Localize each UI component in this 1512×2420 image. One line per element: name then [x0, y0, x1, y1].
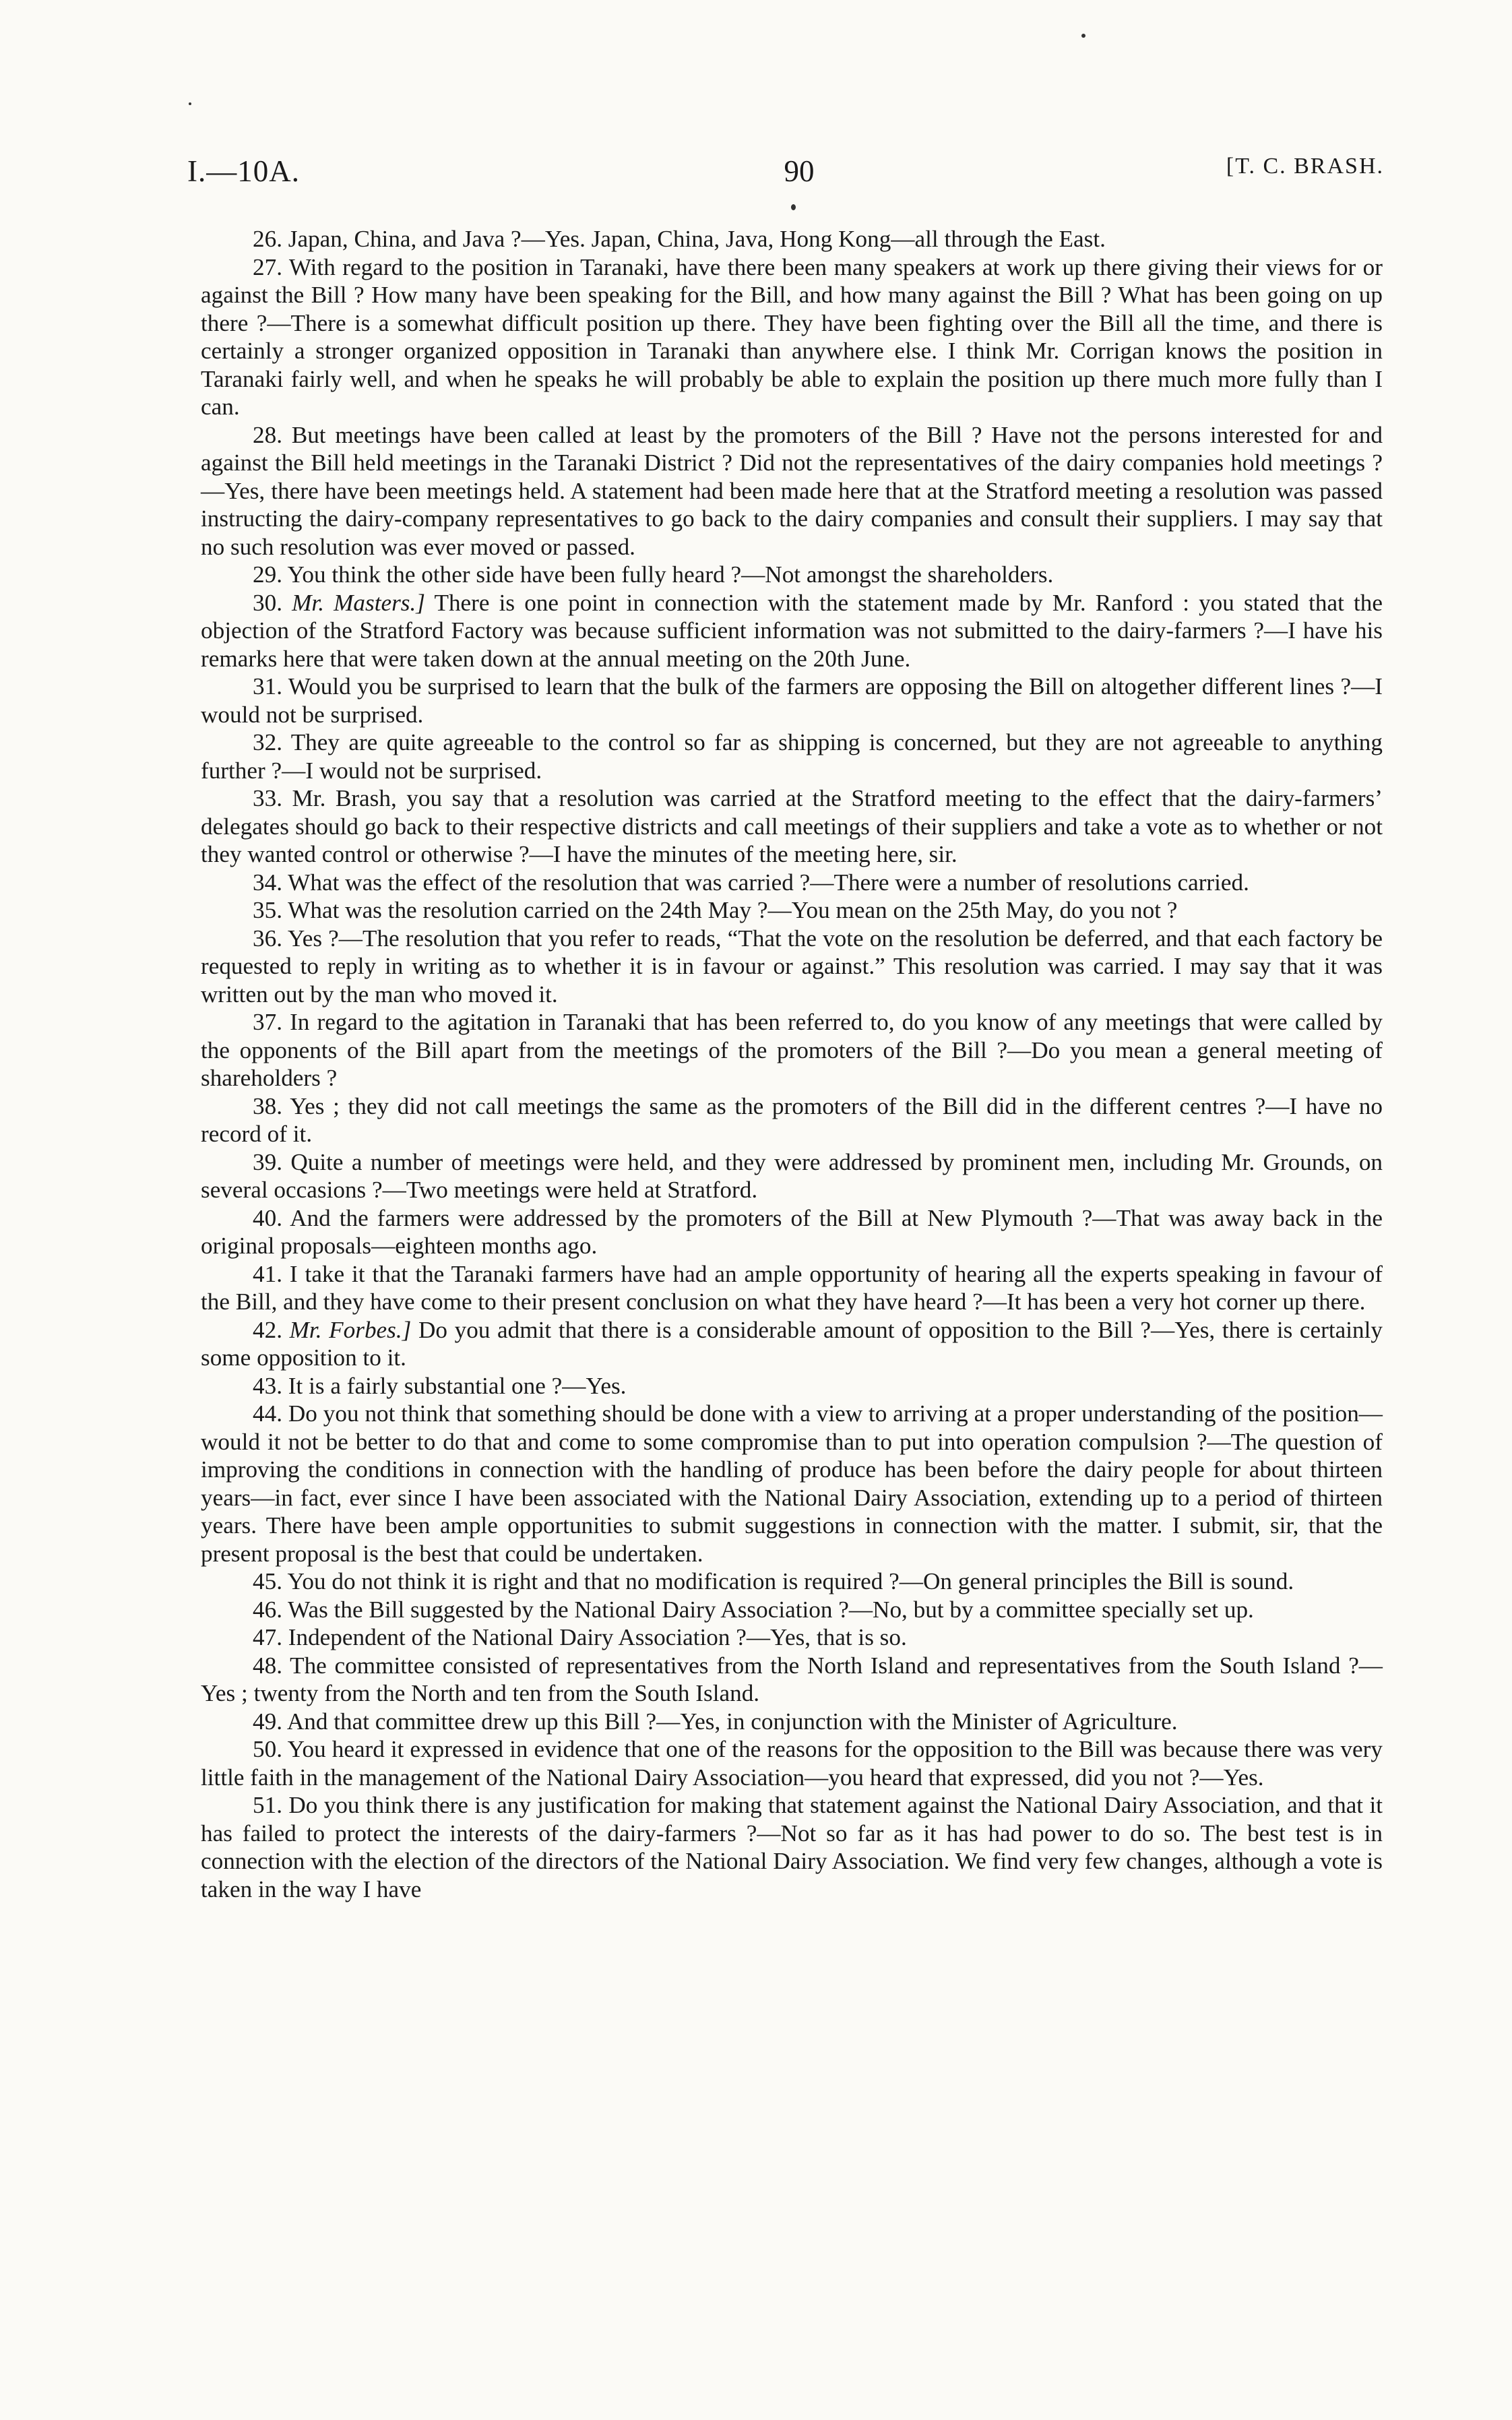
- question-paragraph: [201, 225, 1383, 253]
- question-paragraph: [201, 561, 1383, 589]
- question-paragraph: [201, 925, 1383, 1009]
- question-answer-text: With regard to the position in Taranaki, have there been many speakers at work up there giving their views for or against the Bill ? How many have been speaking for the Bill, and how many against the Bill ? What has been going on up there ?—There is a somewhat difficult position up there. They have been fighting over the Bill all the time, and there is certainly a stronger organized opposition in Taranaki than anywhere else. I think Mr. Corrigan knows the position in Taranaki fairly well, and when he speaks he will probably be able to explain the position up there much more fully than I can.: [201, 253, 1383, 420]
- question-number: 40.: [253, 1204, 282, 1231]
- question-number: 47.: [253, 1624, 282, 1650]
- page-header: [187, 154, 1384, 201]
- question-answer-text: Yes ?—The resolution that you refer to reads, “That the vote on the resolution be deferred, and that each factory be requested to reply in writing as to whether it is in favour or against.” This resolution was carried. I may say that it was written out by the man who moved it.: [201, 925, 1383, 1007]
- question-number: 45.: [253, 1568, 282, 1594]
- question-answer-text: And the farmers were addressed by the promoters of the Bill at New Plymouth ?—That was away back in the original proposals—eighteen months ago.: [201, 1204, 1383, 1259]
- question-answer-text: What was the effect of the resolution that was carried ?—There were a number of resolutions carried.: [288, 869, 1249, 896]
- question-paragraph: [201, 728, 1383, 784]
- question-answer-text: In regard to the agitation in Taranaki that has been referred to, do you know of any meetings that were called by the opponents of the Bill apart from the meetings of the promoters of the Bill ?—Do you mean a general meeting of shareholders ?: [201, 1009, 1383, 1091]
- question-paragraph: [201, 1092, 1383, 1148]
- question-number: 32.: [253, 729, 282, 755]
- question-answer-text: Do you admit that there is a considerable amount of opposition to the Bill ?—Yes, there is certainly some opposition to it.: [201, 1316, 1383, 1371]
- question-paragraph: [201, 421, 1383, 561]
- question-answer-text: The committee consisted of representatives from the North Island and representatives from the South Island ?—Yes ; twenty from the North and ten from the South Island.: [201, 1652, 1383, 1706]
- question-number: 38.: [253, 1092, 282, 1119]
- evidence-text: [201, 225, 1383, 1903]
- question-paragraph: [201, 1568, 1383, 1596]
- question-paragraph: [201, 784, 1383, 869]
- question-answer-text: Japan, China, and Java ?—Yes. Japan, China, Java, Hong Kong—all through the East.: [288, 226, 1106, 252]
- question-number: 33.: [253, 785, 282, 811]
- question-number: 36.: [253, 925, 282, 952]
- question-answer-text: Independent of the National Dairy Association ?—Yes, that is so.: [288, 1624, 907, 1650]
- question-number: 34.: [253, 869, 282, 896]
- question-answer-text: There is one point in connection with the statement made by Mr. Ranford : you stated that the objection of the Stratford Factory was because sufficient information was not submitted to the dairy-farmers ?—I have his remarks here that were taken down at the annual meeting on the 20th June.: [201, 589, 1383, 672]
- question-number: 44.: [253, 1400, 282, 1427]
- question-answer-text: You think the other side have been fully heard ?—Not amongst the shareholders.: [287, 561, 1054, 588]
- speaker-name: Mr. Masters.]: [292, 589, 425, 616]
- question-answer-text: They are quite agreeable to the control so far as shipping is concerned, but they are not agreeable to anything further ?—I would not be surprised.: [201, 729, 1383, 784]
- question-number: 30.: [253, 589, 282, 616]
- question-answer-text: And that committee drew up this Bill ?—Yes, in conjunction with the Minister of Agriculture.: [286, 1708, 1178, 1735]
- question-paragraph: [201, 1400, 1383, 1568]
- question-number: 26.: [253, 226, 282, 252]
- question-paragraph: [201, 1204, 1383, 1260]
- question-answer-text: Do you think there is any justification for making that statement against the National Dairy Association, and that it has failed to protect the interests of the dairy-farmers ?—Not so far as it has had power to do so. The best test is in connection with the election of the directors of the National Dairy Association. We find very few changes, although a vote is taken in the way I have: [201, 1792, 1383, 1902]
- page-number: 90: [784, 154, 815, 188]
- question-paragraph: [201, 869, 1383, 897]
- question-number: 50.: [253, 1736, 282, 1762]
- question-number: 46.: [253, 1596, 282, 1623]
- page-speck: [189, 102, 191, 105]
- question-number: 29.: [253, 561, 282, 588]
- question-paragraph: [201, 1623, 1383, 1652]
- question-paragraph: [201, 589, 1383, 673]
- question-paragraph: [201, 1148, 1383, 1204]
- question-paragraph: [201, 253, 1383, 421]
- question-number: 43.: [253, 1372, 282, 1399]
- witness-name: [T. C. BRASH.: [1226, 154, 1384, 179]
- question-number: 27.: [253, 253, 282, 280]
- question-answer-text: I take it that the Taranaki farmers have had an ample opportunity of hearing all the experts speaking in favour of the Bill, and they have come to their present conclusion on what they have heard ?—It has been a very hot corner up there.: [201, 1260, 1383, 1315]
- question-paragraph: [201, 1372, 1383, 1400]
- question-paragraph: [201, 1791, 1383, 1903]
- question-paragraph: [201, 1260, 1383, 1316]
- question-number: 31.: [253, 673, 282, 700]
- question-number: 51.: [253, 1792, 282, 1818]
- question-paragraph: [201, 1008, 1383, 1092]
- question-paragraph: [201, 1735, 1383, 1791]
- question-paragraph: [201, 1708, 1383, 1736]
- speaker-name: Mr. Forbes.]: [289, 1316, 412, 1343]
- question-paragraph: [201, 1596, 1383, 1624]
- question-answer-text: But meetings have been called at least by the promoters of the Bill ? Have not the persons interested for and against the Bill held meetings in the Taranaki District ? Did not the representatives of the dairy companies hold meetings ?—Yes, there have been meetings held. A statement had been made here that at the Stratford meeting a resolution was passed instructing the dairy-company representatives to go back to the dairy companies and consult their suppliers. I may say that no such resolution was ever moved or passed.: [201, 421, 1383, 560]
- question-paragraph: [201, 1316, 1383, 1372]
- parliamentary-paper-reference: I.—10A.: [187, 154, 300, 188]
- question-answer-text: It is a fairly substantial one ?—Yes.: [288, 1372, 627, 1399]
- question-number: 49.: [253, 1708, 282, 1735]
- question-number: 42.: [253, 1316, 282, 1343]
- question-answer-text: Was the Bill suggested by the National Dairy Association ?—No, but by a committee specially set up.: [288, 1596, 1254, 1623]
- question-answer-text: Do you not think that something should be done with a view to arriving at a proper understanding of the position—would it not be better to do that and come to some compromise than to put into operation compulsion ?—The question of improving the conditions in connection with the handling of produce has been before the dairy people for about thirteen years—in fact, ever since I have been associated with the National Dairy Association, extending up to a period of thirteen years. There have been ample opportunities to submit suggestions in connection with the matter. I submit, sir, that the present proposal is the best that could be undertaken.: [201, 1400, 1383, 1567]
- question-answer-text: Yes ; they did not call meetings the same as the promoters of the Bill did in the different centres ?—I have no record of it.: [201, 1092, 1383, 1147]
- question-number: 37.: [253, 1009, 282, 1035]
- question-number: 35.: [253, 897, 282, 923]
- question-answer-text: What was the resolution carried on the 24th May ?—You mean on the 25th May, do you not ?: [288, 897, 1178, 923]
- question-paragraph: [201, 1652, 1383, 1708]
- question-paragraph: [201, 673, 1383, 728]
- question-number: 48.: [253, 1652, 282, 1679]
- question-number: 28.: [253, 421, 282, 448]
- question-number: 39.: [253, 1148, 282, 1175]
- question-answer-text: Would you be surprised to learn that the bulk of the farmers are opposing the Bill on altogether different lines ?—I would not be surprised.: [201, 673, 1383, 728]
- question-answer-text: You do not think it is right and that no modification is required ?—On general principles the Bill is sound.: [287, 1568, 1294, 1594]
- page-speck: [791, 204, 796, 210]
- question-paragraph: [201, 896, 1383, 925]
- question-answer-text: Quite a number of meetings were held, and they were addressed by prominent men, including Mr. Grounds, on several occasions ?—Two meetings were held at Stratford.: [201, 1148, 1383, 1203]
- question-answer-text: Mr. Brash, you say that a resolution was carried at the Stratford meeting to the effect that the dairy-farmers’ delegates should go back to their respective districts and call meetings of their suppliers and take a vote as to whether or not they wanted control or otherwise ?—I have the minutes of the meeting here, sir.: [201, 785, 1383, 867]
- question-number: 41.: [253, 1260, 282, 1287]
- question-answer-text: You heard it expressed in evidence that one of the reasons for the opposition to the Bill was because there was very little faith in the management of the National Dairy Association—you heard that expressed, did you not ?—Yes.: [201, 1736, 1383, 1791]
- page-speck: [1081, 34, 1085, 38]
